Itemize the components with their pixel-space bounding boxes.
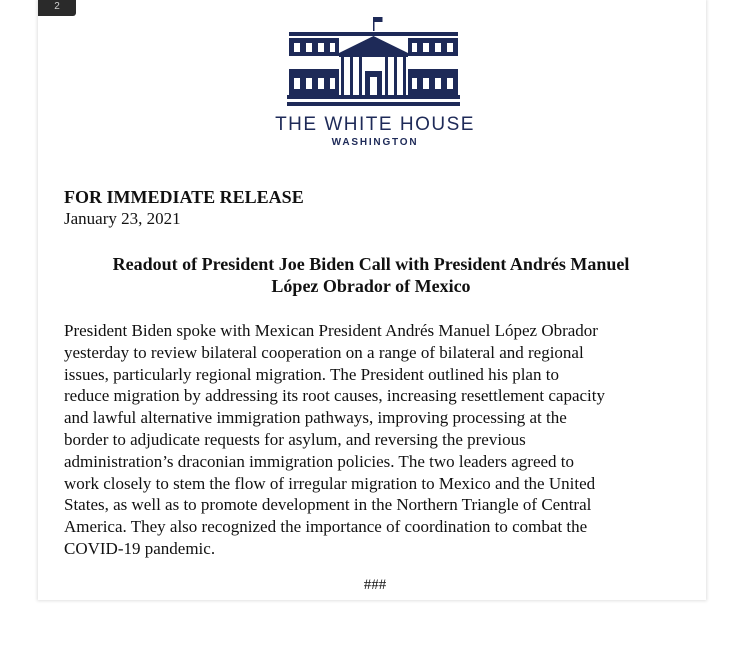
release-label: FOR IMMEDIATE RELEASE xyxy=(64,187,304,207)
body-line: America. They also recognized the importance of coordination to combat the xyxy=(64,517,588,537)
body-paragraph xyxy=(64,320,684,560)
end-mark: ### xyxy=(363,577,387,593)
body-line: reduce migration by addressing its root causes, increasing resettlement capacity xyxy=(64,386,605,406)
body-line: COVID-19 pandemic. xyxy=(64,538,216,558)
body-line: and lawful alternative immigration pathways, improving processing at the xyxy=(64,408,567,428)
headline xyxy=(64,253,678,297)
org-city: WASHINGTON xyxy=(331,137,419,148)
org-name: THE WHITE HOUSE xyxy=(275,114,475,135)
white-house-building-icon xyxy=(287,16,460,110)
headline-line: Readout of President Joe Biden Call with President Andrés Manuel xyxy=(112,254,630,274)
body-line: work closely to stem the flow of irregular migration to Mexico and the United xyxy=(64,473,596,493)
body-line: States, as well as to promote development in the Northern Triangle of Central xyxy=(64,495,592,515)
release-date: January 23, 2021 xyxy=(64,209,181,228)
page-corner-tab: 2 xyxy=(38,0,76,16)
headline-line: López Obrador of Mexico xyxy=(271,276,471,296)
body-line: border to adjudicate requests for asylum, and reversing the previous xyxy=(64,429,526,449)
body-line: yesterday to review bilateral cooperation on a range of bilateral and regional xyxy=(64,342,584,362)
body-line: issues, particularly regional migration. The President outlined his plan to xyxy=(64,364,559,384)
body-line: President Biden spoke with Mexican President Andrés Manuel López Obrador xyxy=(64,321,598,340)
body-line: administration’s draconian immigration policies. The two leaders agreed to xyxy=(64,451,575,471)
